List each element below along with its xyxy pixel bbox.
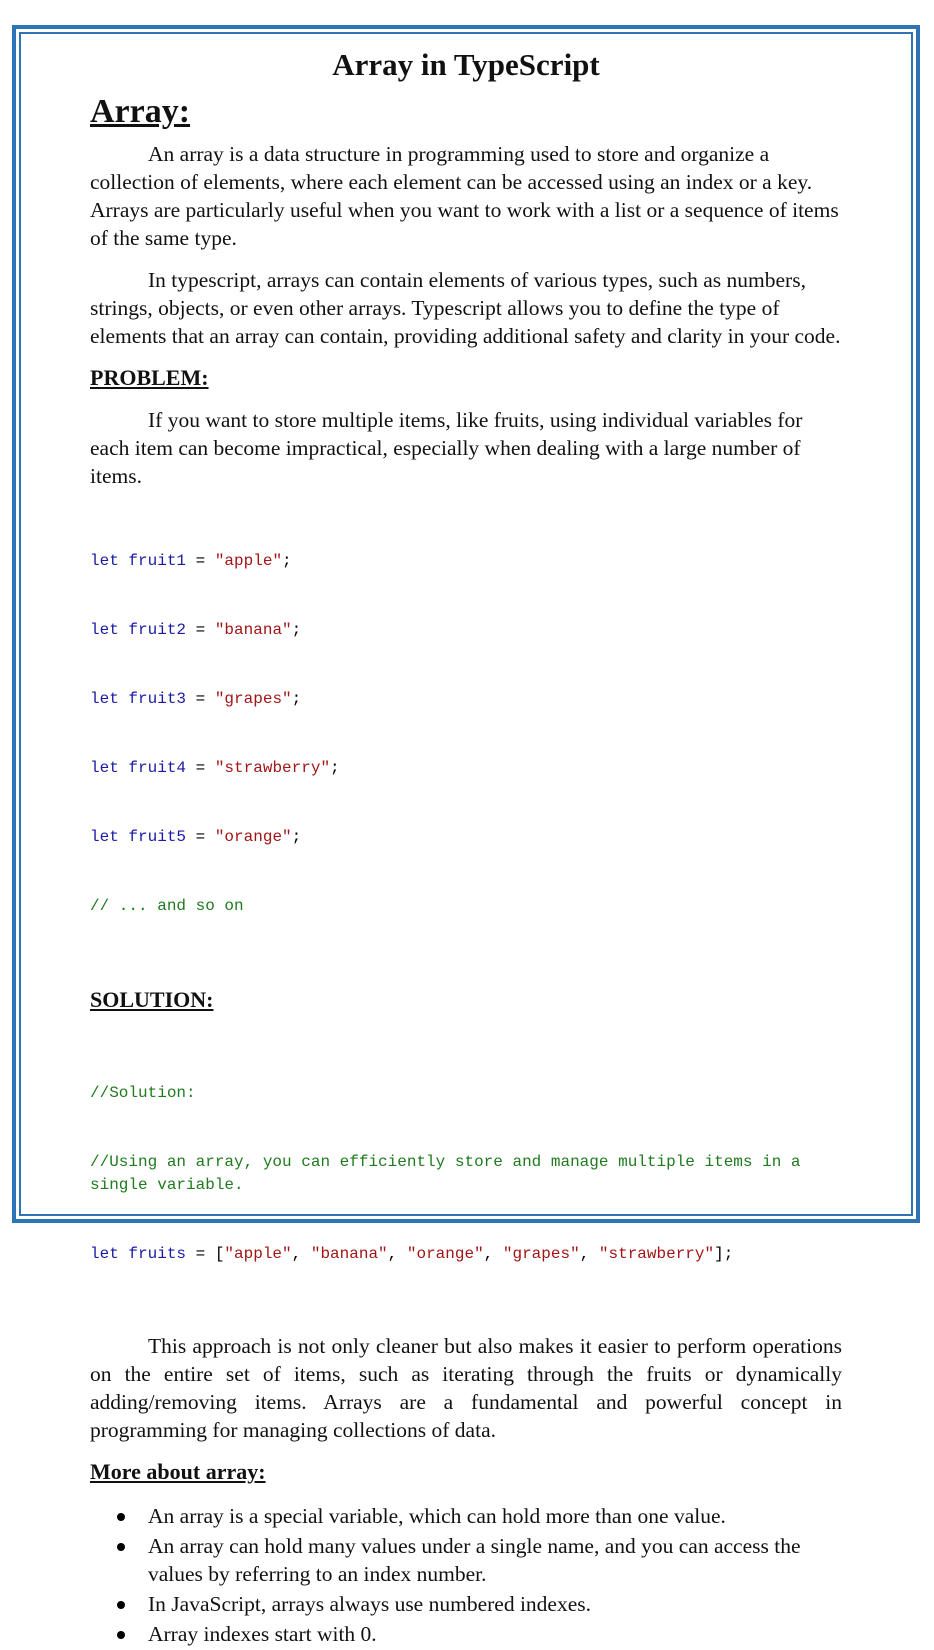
bullet-icon [117,1543,125,1551]
solution-paragraph: This approach is not only cleaner but also makes it easier to perform operations on the entire set of items, such as iterating through the fruits or dynamically adding/removing items. Arrays are a fundamental and powerful concept in programming for managing collections of data. [90,1334,842,1442]
bullet-icon [117,1631,125,1639]
list-item: An array can hold many values under a single name, and you can access the values by referring to an index number. [90,1532,842,1588]
list-item: In JavaScript, arrays always use numbered indexes. [90,1590,842,1618]
bullet-icon [117,1601,125,1609]
code-line: let fruit1 = "apple"; [90,552,292,570]
intro-paragraph-1: An array is a data structure in programming used to store and organize a collection of elements, where each element can be accessed using an index or a key. Arrays are particularly useful when you want to work with a list or a sequence of items of the same type. [90,142,839,250]
solution-heading: SOLUTION: [90,987,214,1012]
intro-paragraph-2: In typescript, arrays can contain elements of various types, such as numbers, strings, objects, or even other arrays. Typescript allows you to define the type of elements that an array can contain, providing additional safety and clarity in your code. [90,268,841,348]
code-comment: //Using an array, you can efficiently store and manage multiple items in a single variable. [90,1153,811,1194]
code-line: let fruits = ["apple", "banana", "orange", "grapes", "strawberry"]; [90,1245,734,1263]
code-comment: // ... and so on [90,897,244,915]
list-item: Array indexes start with 0. [90,1620,842,1648]
code-line: let fruit5 = "orange"; [90,828,302,846]
document-title: Array in TypeScript [332,47,600,82]
problem-paragraph: If you want to store multiple items, like fruits, using individual variables for each item can become impractical, especially when dealing with a large number of items. [90,408,803,488]
solution-code-block [90,1036,842,1312]
code-line: let fruit4 = "strawberry"; [90,759,340,777]
bullet-icon [117,1513,125,1521]
code-comment: //Solution: [90,1084,196,1102]
problem-code-block [90,504,842,964]
problem-heading: PROBLEM: [90,365,209,390]
code-line: let fruit2 = "banana"; [90,621,302,639]
more-heading: More about array: [90,1459,266,1484]
code-line: let fruit3 = "grapes"; [90,690,302,708]
more-bullet-list [90,1502,842,1648]
array-heading: Array: [90,93,191,130]
list-item: An array is a special variable, which can hold more than one value. [90,1502,842,1530]
document-content [90,42,842,1650]
